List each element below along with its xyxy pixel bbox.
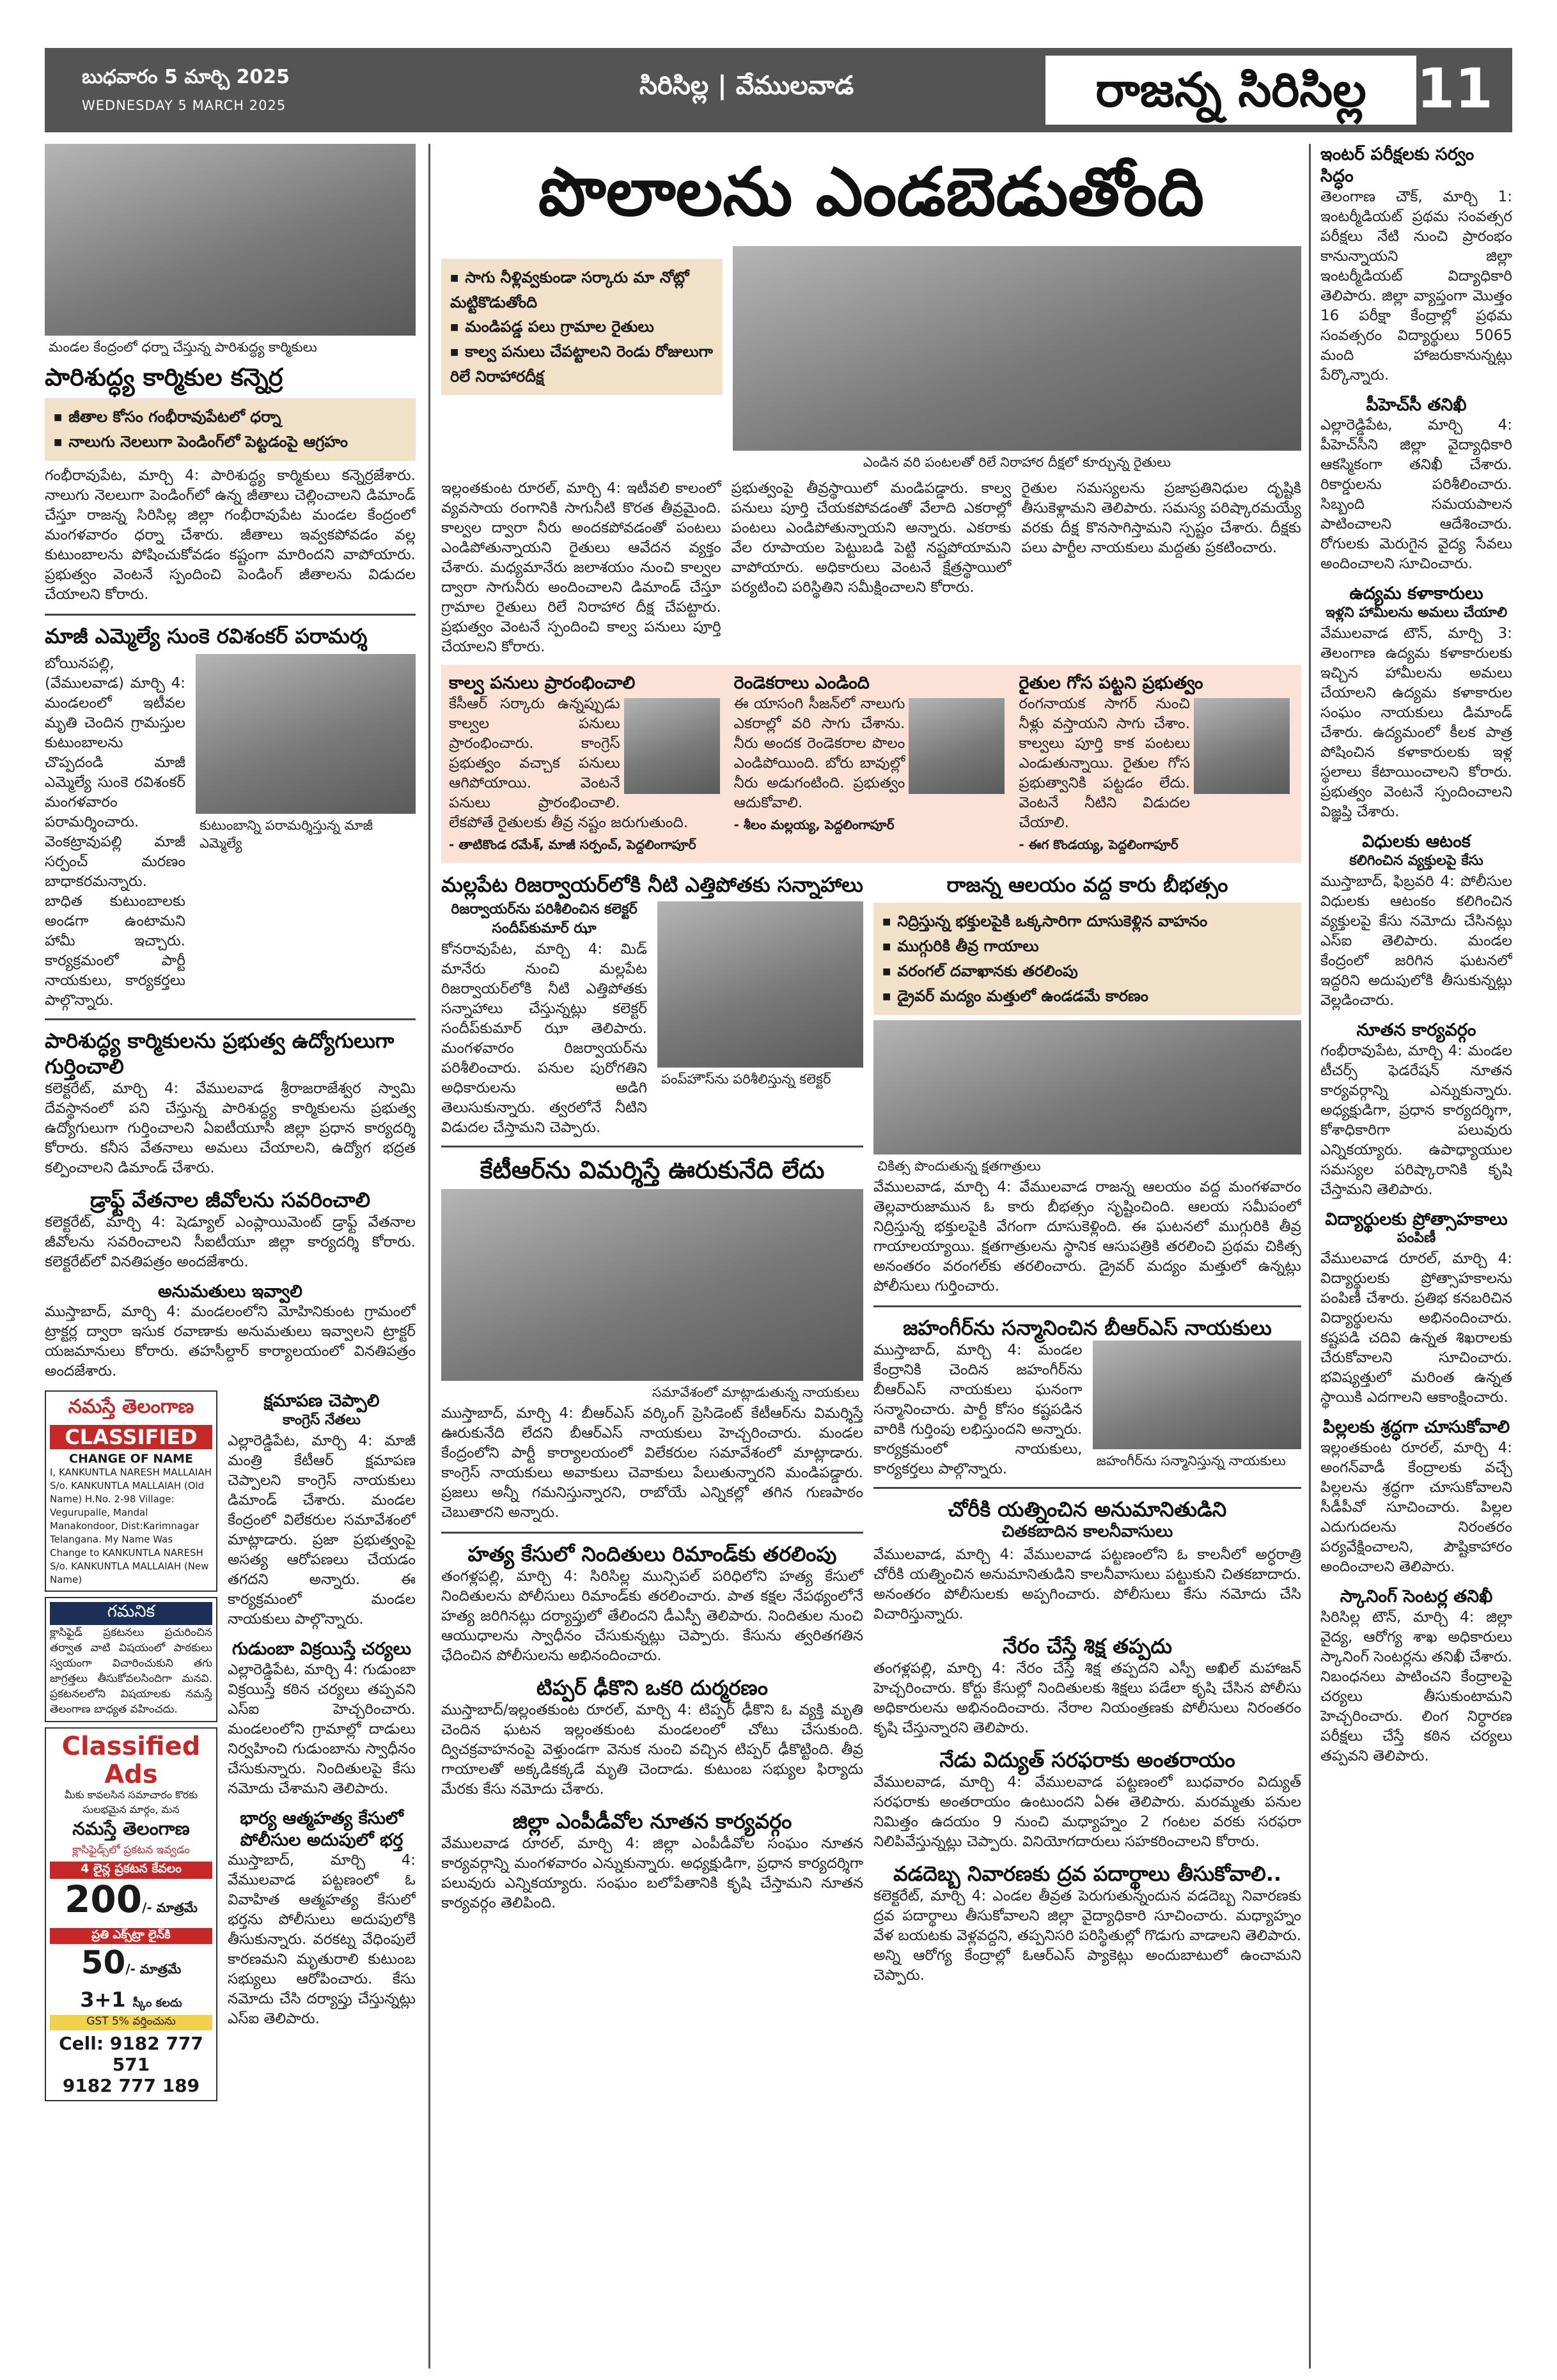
divider <box>441 1532 863 1534</box>
lead-body: రైతుల సమస్యలను ప్రజాప్రతినిధుల దృష్టికి తీసుకెళ్లామని తెలిపారు. సమస్య పరిష్కారమయ్యే వరకు దీక్ష కొనసాగిస్తామని స్పష్టం చేశారు. దీక్షకు పలు పార్టీల నాయకులు మద్దతు ప్రకటించారు. <box>1021 480 1301 556</box>
lead-photo <box>733 246 1301 451</box>
right-column <box>1320 144 1512 2368</box>
masthead <box>45 48 1512 132</box>
story-body: తంగళ్లపల్లి, మార్చి 4: నేరం చేస్తే శిక్ష తప్పదని ఎస్పీ అఖిల్ మహాజన్ హెచ్చరించారు. కోర్టు కేసుల్లో నిందితులకు శిక్షలు పడేలా కృషి చేసిన పోలీసు అధికారులను అభినందించారు. నేరాల నియంత్రణకు పోలీసులు నిరంతరం కృషి చేస్తున్నారని తెలిపారు. <box>873 1660 1301 1736</box>
photo-caption: ఎండిన వరి పంటలతో రిలే నిరాహార దీక్షలో కూర్చున్న రైతులు <box>733 451 1301 474</box>
divider <box>873 1305 1301 1307</box>
story-subhead: చితకబాదిన కాలనీవాసులు <box>1001 1521 1173 1541</box>
story-headline: మల్లపేట రిజర్వాయర్‌లోకి నీటి ఎత్తిపోతకు సన్నాహాలు <box>441 872 863 897</box>
story-body: ముస్తాబాద్, మార్చి 4: మండల కేంద్రానికి చెందిన జహంగీర్‌ను బీఆర్ఎస్ నాయకులు ఘనంగా సన్మానించారు. పార్టీ కోసం కష్టపడిన వారికి గుర్తింపు లభిస్తుందని అన్నారు. కార్యక్రమంలో నాయకులు, కార్యకర్తలు పాల్గొన్నారు. <box>873 1341 1083 1477</box>
story-bullets <box>45 398 416 461</box>
story-body: తంగళ్లపల్లి, మార్చి 4: సిరిసిల్ల మున్సిపల్ పరిధిలోని హత్య కేసులో నిందితులను పోలీసులు రిమాండ్‌కు తరలించారు. పాత కక్షల నేపథ్యంలోనే హత్య జరిగినట్లు దర్యాప్తులో తేలిందని డీఎస్పీ తెలిపారు. నిందితుల నుంచి ఆయుధాలను స్వాధీనం చేసుకున్నట్లు చెప్పారు. కేసును త్వరితగతిన ఛేదించిన పోలీసులను అభినందించారు. <box>441 1568 863 1665</box>
phone-1: 9182 777 571 <box>109 2033 203 2076</box>
story-subhead: కలిగించిన వ్యక్తులపై కేసు <box>1349 852 1483 869</box>
story-body: కోనరావుపేట, మార్చి 4: మిడ్ మానేరు నుంచి మల్లపేట రిజర్వాయర్‌లోకి నీటి ఎత్తిపోతకు సన్నాహాలు చేస్తున్నట్లు కలెక్టర్ సందీప్‌కుమార్ ఝా తెలిపారు. మంగళవారం రిజర్వాయర్‌ను పరిశీలించారు. పనుల పురోగతిని అధికారులను అడిగి తెలుసుకున్నారు. త్వరలోనే నీటిని విడుదల చేస్తామని చెప్పారు. <box>441 940 647 1136</box>
date-english: WEDNESDAY 5 MARCH 2025 <box>82 98 286 113</box>
protest-photo <box>45 144 416 336</box>
story-body: వేములవాడ, మార్చి 4: వేములవాడ పట్టణంలోని ఓ కాలనీలో అర్ధరాత్రి చోరీకి యత్నించిన అనుమానితుడిని కాలనీవాసులు పట్టుకుని చితకబాదారు. అనంతరం పోలీసులకు అప్పగించారు. పోలీసులు కేసు నమోదు చేసి విచారిస్తున్నారు. <box>873 1546 1301 1622</box>
farmer-photo <box>624 698 720 794</box>
photo-caption: పంప్‌హౌస్‌ను పరిశీలిస్తున్న కలెక్టర్ <box>657 1068 863 1091</box>
scheme-label: స్కీం కలదు <box>132 1996 182 2011</box>
lead-headline: పొలాలను ఎండబెడుతోంది <box>538 153 1205 231</box>
cell-label: Cell: <box>59 2033 104 2055</box>
story-headline: అనుమతులు ఇవ్వాలి <box>158 1281 302 1302</box>
story-body: తెలంగాణ చౌక్, మార్చి 1: ఇంటర్మీడియట్ ప్రథమ సంవత్సర పరీక్షలు నేటి నుంచి ప్రారంభం కానున్నాయని జిల్లా ఇంటర్మీడియట్ విద్యాధికారి తెలిపారు. జిల్లా వ్యాప్తంగా మొత్తం 16 పరీక్షా కేంద్రాల్లో ప్రథమ సంవత్సరం విద్యార్థులు 5065 మంది హాజరుకానున్నట్లు పేర్కొన్నారు. <box>1320 188 1512 384</box>
news-photo <box>441 1189 863 1381</box>
quote-title: రైతుల గోస పట్టని ప్రభుత్వం <box>1019 673 1203 693</box>
story-headline: నూతన కార్యవర్గం <box>1356 1020 1476 1040</box>
story-body: ఇల్లంతకుంట రూరల్, మార్చి 4: అంగన్‌వాడీ కేంద్రాలకు వచ్చే పిల్లలను శ్రద్ధగా చూసుకోవాలని సీడీపీవో సూచించారు. పిల్లల ఎదుగుదలను నిరంతరం పర్యవేక్షించాలని, పౌష్టికాహారం అందించాలని తెలిపారు. <box>1320 1440 1512 1575</box>
promo-subtitle: మీకు కావలసిన సమాచారం కొరకు సులభమైన మార్గం, మన <box>64 1789 198 1816</box>
lead-body: ఇల్లంతకుంట రూరల్, మార్చి 4: ఇటీవలి కాలంలో వ్యవసాయ రంగానికి సాగునీటి కొరత తీవ్రమైంది. కాల్వల ద్వారా నీరు అందకపోవడంతో పంటలు ఎండిపోతున్నాయని రైతులు ఆవేదన వ్యక్తం చేశారు. మధ్యమానేరు జలాశయం నుంచి కాల్వల ద్వారా సాగునీరు అందించాలని డిమాండ్ చేస్తూ గ్రామాల రైతులు రిలే నిరాహార దీక్ష చేపట్టారు. ప్రభుత్వం వెంటనే స్పందించి కాల్వ పనులు పూర్తి చేయాలని కోరారు. <box>441 480 721 655</box>
story-headline: పిల్లలకు శ్రద్ధగా చూసుకోవాలి <box>1322 1417 1510 1438</box>
news-photo <box>1093 1341 1302 1449</box>
bullet-item: ■ జీతాల కోసం గంభీరావుపేటలో ధర్నా <box>54 405 407 430</box>
story-headline: కేటీఆర్‌ను విమర్శిస్తే ఊరుకునేది లేదు <box>480 1155 825 1184</box>
quote-name: - తాటికొండ రమేశ్, మాజీ సర్పంచ్, పెద్దలింగాపూర్ <box>449 836 696 852</box>
middle-section <box>441 144 1301 2368</box>
bullet-item: ■ సాగు నీళ్లివ్వకుండా సర్కారు మా నోట్లో మట్టికొడుతోంది <box>450 265 714 315</box>
quote-body: ఈ యాసంగి సీజన్‌లో నాలుగు ఎకరాల్లో వరి సాగు చేశాను. నీరు అందక రెండెకరాల పొలం ఎండిపోయింది. బోరు బావుల్లో నీరు అడుగంటింది. ప్రభుత్వం ఆదుకోవాలి. <box>733 695 905 811</box>
column-divider <box>428 144 430 2368</box>
lines-offer: 4 లైన్ల ప్రకటన కేవలం <box>50 1862 212 1879</box>
news-photo <box>657 901 863 1068</box>
bullet-item: ■ డ్రైవర్ మద్యం మత్తులో ఉండడమే కారణం <box>882 984 1292 1009</box>
bullet-item: ■ నాలుగు నెలలుగా పెండింగ్‌లో పెట్టడంపై ఆగ్రహం <box>54 430 407 455</box>
notice-box <box>45 1597 217 1722</box>
farmer-photo <box>909 698 1005 794</box>
bullet-item: ■ ముగ్గురికి తీవ్ర గాయాలు <box>882 934 1292 959</box>
story-headline: క్షమాపణ చెప్పాలి <box>263 1391 380 1412</box>
change-of-name-title: CHANGE OF NAME <box>69 1452 193 1466</box>
story-headline: భార్య ఆత్మహత్య కేసులో పోలీసుల అదుపులో భర్త <box>240 1808 403 1850</box>
story-body: వేములవాడ, మార్చి 4: వేములవాడ పట్టణంలో బుధవారం విద్యుత్ సరఫరాకు అంతరాయం ఉంటుందని ఏఈ తెలిపారు. మరమ్మతు పనుల నిమిత్తం ఉదయం 9 నుంచి మధ్యాహ్నం 2 గంటల వరకు సరఫరా నిలిపివేస్తున్నట్లు చెప్పారు. వినియోగదారులు సహకరించాలని కోరారు. <box>873 1773 1301 1850</box>
story-headline: హత్య కేసులో నిందితులు రిమాండ్‌కు తరలింపు <box>467 1542 837 1567</box>
quote-title: కాల్వ పనులు ప్రారంభించాలి <box>449 673 636 693</box>
classified-promo <box>45 1727 217 2101</box>
story-headline: డ్రాఫ్ట్ వేతనాల జీవోలను సవరించాలి <box>90 1187 371 1212</box>
story-body: వేములవాడ రూరల్, మార్చి 4: జిల్లా ఎంపీడీవోల సంఘం నూతన కార్యవర్గాన్ని మంగళవారం ఎన్నుకున్నారు. అధ్యక్షుడిగా, ప్రధాన కార్యదర్శిగా పలువురు ఎన్నికయ్యారు. సంఘం బలోపేతానికి కృషి చేస్తామని నూతన కార్యవర్గం తెలిపింది. <box>441 1835 863 1912</box>
notice-title: గమనిక <box>50 1602 212 1625</box>
story-bullets <box>873 903 1301 1015</box>
story-headline: నేడు విద్యుత్ సరఫరాకు అంతరాయం <box>939 1747 1235 1772</box>
story-subhead: ఇళ్లని హామీలను అమలు చేయాలి <box>1325 605 1508 621</box>
farmer-quotes <box>441 665 1301 863</box>
extra-line-offer: ప్రతి ఎక్స్‌ట్రా లైన్‌కి <box>50 1928 212 1944</box>
story-headline: టిప్పర్ ఢీకొని ఒకరి దుర్మరణం <box>536 1676 768 1700</box>
photo-caption: చికిత్స పొందుతున్న క్షతగాత్రులు <box>873 1155 1301 1178</box>
price-main-unit: /- మాత్రమే <box>142 1900 198 1916</box>
story-body: కలెక్టరేట్, మార్చి 4: ఎండల తీవ్రత పెరుగుతున్నందున వడదెబ్బ నివారణకు ద్రవ పదార్థాలు తీసుకోవాలని జిల్లా వైద్యాధికారి సూచించారు. మధ్యాహ్నం వేళ బయటకు వెళ్లవద్దని, తప్పనిసరి పరిస్థితుల్లో గొడుగు వాడాలని తెలిపారు. అన్ని ఆరోగ్య కేంద్రాల్లో ఓఆర్ఎస్ ప్యాకెట్లు అందుబాటులో ఉంచామని చెప్పారు. <box>873 1887 1301 1984</box>
photo-caption: కుటుంబాన్ని పరామర్శిస్తున్న మాజీ ఎమ్మెల్యే <box>196 814 416 855</box>
story-headline: జిల్లా ఎంపీడీవోల నూతన కార్యవర్గం <box>512 1809 792 1834</box>
promo-subtitle-2: క్లాసిఫైడ్స్‌లో ప్రకటన ఇవ్వడం <box>72 1844 190 1857</box>
story-headline: పారిశుద్ధ్య కార్మికులను ప్రభుత్వ ఉద్యోగులుగా గుర్తించాలి <box>45 1028 395 1078</box>
divider <box>441 1146 863 1147</box>
story-body: బోయినపల్లి, (వేములవాడ) మార్చి 4: మండలంలో ఇటీవల మృతి చెందిన గ్రామస్తుల కుటుంబాలను చొప్పదండి మాజీ ఎమ్మెల్యే సుంకె రవిశంకర్ మంగళవారం పరామర్శించారు. వెంకట్రావుపల్లి మాజీ సర్పంచ్ మరణం బాధాకరమన్నారు. బాధిత కుటుంబాలకు అండగా ఉంటామని హామీ ఇచ్చారు. కార్యక్రమంలో పార్టీ నాయకులు, కార్యకర్తలు పాల్గొన్నారు. <box>45 655 185 1009</box>
edition-name: రాజన్న సిరిసిల్ల <box>1045 56 1416 125</box>
story-body: ముస్తాబాద్, మార్చి 4: వేములవాడ పట్టణంలో ఓ వివాహిత ఆత్మహత్య కేసులో భర్తను పోలీసులు అదుపులోకి తీసుకున్నారు. వరకట్న వేధింపులే కారణమని మృతురాలి కుటుంబ సభ్యులు ఆరోపించారు. కేసు నమోదు చేసి దర్యాప్తు చేస్తున్నట్లు ఎస్ఐ తెలిపారు. <box>228 1852 416 2028</box>
story-headline: రాజన్న ఆలయం వద్ద కారు బీభత్సం <box>946 872 1228 897</box>
classified-banner: CLASSIFIED <box>50 1425 212 1449</box>
photo-caption: సమావేశంలో మాట్లాడుతున్న నాయకులు <box>441 1381 863 1404</box>
quote-body: కేసీఆర్ సర్కారు ఉన్నప్పుడు కాల్వల పనులు ప్రారంభించారు. కాంగ్రెస్ ప్రభుత్వం వచ్చాక పనులు ఆగిపోయాయి. వెంటనే పనులు ప్రారంభించాలి. లేకపోతే రైతులకు తీవ్ర నష్టం జరుగుతుంది. <box>449 695 689 831</box>
edition-location: సిరిసిల్ల | వేములవాడ <box>639 71 854 100</box>
page-number: 11 <box>1416 57 1493 121</box>
quote-name: - ఈగ కొండయ్య, పెద్దలింగాపూర్ <box>1019 836 1178 852</box>
scheme-offer: 3+1 <box>80 1987 126 2012</box>
quote-title: రెండెకరాలు ఎండింది <box>733 673 870 693</box>
left-column <box>45 144 416 2368</box>
story-body: ముస్తాబాద్, మార్చి 4: బీఆర్ఎస్ వర్కింగ్ ప్రెసిడెంట్ కేటీఆర్‌ను విమర్శిస్తే ఊరుకునేది లేదని బీఆర్ఎస్ నాయకులు హెచ్చరించారు. మండల కేంద్రంలోని పార్టీ కార్యాలయంలో విలేకరుల సమావేశంలో మాట్లాడారు. కాంగ్రెస్ నాయకులు అవాకులు చెవాకులు పేలుతున్నారని మండిపడ్డారు. ప్రజలు అన్నీ గమనిస్తున్నారని, రాబోయే ఎన్నికల్లో తగిన గుణపాఠం చెబుతారని అన్నారు. <box>441 1405 863 1521</box>
story-body: కలెక్టరేట్, మార్చి 4: షెడ్యూల్ ఎంప్లాయిమెంట్ డ్రాఫ్ట్ వేతనాల జీవోలను సవరించాలని సీఐటీయూ జిల్లా కార్యదర్శి కోరారు. కలెక్టరేట్‌లో వినతిపత్రం అందజేశారు. <box>45 1213 416 1270</box>
story-headline: నేరం చేస్తే శిక్ష తప్పదు <box>1002 1633 1173 1658</box>
story-headline: పీహెచ్‌సీ తనిఖీ <box>1366 394 1467 415</box>
story-body: ఎల్లారెడ్డిపేట, మార్చి 4: పీహెచ్‌సీని జిల్లా వైద్యాధికారి ఆకస్మికంగా తనిఖీ చేశారు. రికార్డులను పరిశీలించారు. సిబ్బంది సమయపాలన పాటించాలని ఆదేశించారు. రోగులకు మెరుగైన వైద్య సేవలు అందించాలని సూచించారు. <box>1320 417 1512 573</box>
story-body: వేములవాడ, మార్చి 4: వేములవాడ రాజన్న ఆలయం వద్ద మంగళవారం తెల్లవారుజామున ఓ కారు బీభత్సం సృష్టించింది. ఆలయ సమీపంలో నిద్రిస్తున్న భక్తులపైకి వేగంగా దూసుకెళ్లింది. ఈ ఘటనలో ముగ్గురికి తీవ్ర గాయాలయ్యాయి. క్షతగాత్రులను స్థానిక ఆసుపత్రికి తరలించి ప్రథమ చికిత్స అనంతరం వరంగల్‌కు తరలించారు. డ్రైవర్ మద్యం మత్తులో ఉన్నట్లు పోలీసులు గుర్తించారు. <box>873 1178 1301 1295</box>
story-headline: చోరీకి యత్నించిన అనుమానితుడిని <box>948 1497 1227 1521</box>
price-main: 200 <box>65 1878 143 1922</box>
quote-name: - శీలం మల్లయ్య, పెద్దలింగాపూర్ <box>733 816 895 832</box>
photo-caption: జహంగీర్‌ను సన్మానిస్తున్న నాయకులు <box>1093 1449 1302 1472</box>
farmer-photo <box>1194 698 1290 794</box>
divider <box>45 1018 416 1020</box>
column-divider <box>1309 144 1311 2368</box>
story-body: ముస్తాబాద్, మార్చి 4: మండలంలోని మోహినికుంట గ్రామంలో ట్రాక్టర్ల ద్వారా ఇసుక రవాణాకు అనుమతులు ఇవ్వాలని ట్రాక్టర్ యజమానులు కోరారు. తహసీల్దార్ కార్యాలయంలో వినతిపత్రం అందజేశారు. <box>45 1303 416 1380</box>
gst-note: GST 5% వర్తించును <box>50 2015 212 2030</box>
change-of-name-body: I, KANKUNTLA NARESH MALLAIAH S/o. KANKUNTLA MALLAIAH (Old Name) H.No. 2-98 Village: Vegurupalle, Mandal Manakondoor, Dist:Karimnagar Telangana. My Name Was Change to KANKUNTLA NARESH S/o. KANKUNTLA MALLAIAH (New Name) <box>50 1466 212 1586</box>
news-photo <box>873 1020 1301 1155</box>
quote-body: రంగనాయక సాగర్ నుంచి నీళ్లు వస్తాయని సాగు చేశాం. కాల్వలు పూర్తి కాక పంటలు ఎండుతున్నాయి. రైతుల గోస ప్రభుత్వానికి పట్టడం లేదు. వెంటనే నీటిని విడుదల చేయాలి. <box>1019 695 1191 831</box>
promo-brand: నమస్తే తెలంగాణ <box>72 1818 190 1840</box>
bullet-item: ■ మండిపడ్డ పలు గ్రామాల రైతులు <box>450 315 714 339</box>
newspaper-brand: నమస్తే తెలంగాణ <box>68 1396 194 1419</box>
story-headline: విధులకు ఆటంక <box>1362 832 1471 852</box>
story-headline: విద్యార్థులకు ప్రోత్సాహకాలు <box>1325 1209 1508 1229</box>
story-subhead: రిజర్వాయర్‌ను పరిశీలించిన కలెక్టర్ సందీప్‌కుమార్ ఝా <box>451 901 638 937</box>
story-subhead: పంపిణీ <box>1397 1230 1436 1247</box>
promo-title: Classified <box>61 1732 201 1762</box>
notice-body: క్లాసిఫైడ్ ప్రకటనలు ప్రచురించిన తర్వాత వాటి విషయంలో పాఠకులు స్వయంగా విచారించుకుని తగు జాగ్రత్తలు తీసుకోవలసిందిగా మనవి. ప్రకటనలలోని విషయాలకు నమస్తే తెలంగాణ బాధ్యత వహించదు. <box>50 1626 212 1716</box>
story-headline: పారిశుద్ధ్య కార్మికుల కన్నెర్ర <box>45 363 283 391</box>
story-body: ఎల్లారెడ్డిపేట, మార్చి 4: మాజీ మంత్రి కేటీఆర్ క్షమాపణ చెప్పాలని కాంగ్రెస్ నాయకులు డిమాండ్ చేశారు. మండల కేంద్రంలో విలేకరుల సమావేశంలో మాట్లాడారు. ప్రజా ప్రభుత్వంపై అసత్య ఆరోపణలు చేయడం తగదని అన్నారు. ఈ కార్యక్రమంలో మండల నాయకులు పాల్గొన్నారు. <box>228 1433 416 1628</box>
story-body: ముస్తాబాద్/ఇల్లంతకుంట రూరల్, మార్చి 4: టిప్పర్ ఢీకొని ఓ వ్యక్తి మృతి చెందిన ఘటన ఇల్లంతకుంట మండలంలో చోటు చేసుకుంది. ద్విచక్రవాహనంపై వెళ్తుండగా వెనుక నుంచి వచ్చిన టిప్పర్ ఢీకొట్టింది. తీవ్ర గాయాలతో అక్కడికక్కడే మృతి చెందాడు. కుటుంబ సభ్యుల ఫిర్యాదు మేరకు కేసు నమోదు చేశారు. <box>441 1702 863 1798</box>
divider <box>45 614 416 616</box>
date-telugu: బుధవారం 5 మార్చి 2025 <box>82 66 290 88</box>
phone-2: 9182 777 189 <box>62 2075 200 2097</box>
story-body: కలెక్టరేట్, మార్చి 4: వేములవాడ శ్రీరాజరాజేశ్వర స్వామి దేవస్థానంలో పని చేస్తున్న పారిశుద్ధ్య కార్మికులను ప్రభుత్వ ఉద్యోగులుగా గుర్తించాలని ఏఐటీయూసీ జిల్లా ప్రధాన కార్యదర్శి కోరారు. కనీస వేతనాలు అమలు చేయాలని, ఉద్యోగ భద్రత కల్పించాలని డిమాండ్ చేశారు. <box>45 1080 416 1176</box>
story-headline: స్కానింగ్ సెంటర్ల తనిఖీ <box>1340 1587 1493 1606</box>
story-body: వేములవాడ టౌన్, మార్చి 3: తెలంగాణ ఉద్యమ కళాకారులకు ఇచ్చిన హామీలను అమలు చేయాలని ఉద్యమ కళాకారుల సంఘం నాయకులు డిమాండ్ చేశారు. ఉద్యమంలో కీలక పాత్ర పోషించిన కళాకారులకు ఇళ్ల స్థలాలు కేటాయించాలని కోరారు. ప్రభుత్వం వెంటనే స్పందించాలని విజ్ఞప్తి చేశారు. <box>1320 625 1512 820</box>
lead-bullets <box>441 259 723 395</box>
price-extra: 50 <box>81 1944 126 1982</box>
story-headline: ఇంటర్ పరీక్షలకు సర్వం సిద్ధం <box>1320 144 1475 186</box>
photo-caption: మండల కేంద్రంలో ధర్నా చేస్తున్న పారిశుద్ధ్య కార్మికులు <box>45 336 416 359</box>
price-extra-unit: /- మాత్రమే <box>125 1961 182 1977</box>
story-headline: ఉద్యమ కళాకారులు <box>1349 584 1483 604</box>
divider <box>873 1487 1301 1489</box>
story-body: వేములవాడ రూరల్, మార్చి 4: విద్యార్థులకు ప్రోత్సాహకాలను పంపిణీ చేశారు. ప్రతిభ కనబరిచిన విద్యార్థులను అభినందించారు. కష్టపడి చదివి ఉన్నత శిఖరాలకు చేరుకోవాలని సూచించారు. భవిష్యత్తులో మరింత ఉన్నత స్థాయికి ఎదగాలని ఆకాంక్షించారు. <box>1320 1250 1512 1406</box>
lead-body: ప్రభుత్వంపై తీవ్రస్థాయిలో మండిపడ్డారు. కాల్వ పనులు పూర్తి చేయకపోవడంతో వేలాది ఎకరాల్లో పంటలు ఎండిపోతున్నాయని అన్నారు. ఎకరాకు వేల రూపాయల పెట్టుబడి పెట్టి నష్టపోయామని వాపోయారు. అధికారులు వెంటనే క్షేత్రస్థాయిలో పర్యటించి పరిస్థితిని సమీక్షించాలని కోరారు. <box>731 480 1012 596</box>
story-body: గంభీరావుపేట, మార్చి 4: పారిశుద్ధ్య కార్మికులు కన్నెర్రజేశారు. నాలుగు నెలలుగా పెండింగ్‌లో ఉన్న జీతాలు చెల్లించాలని డిమాండ్ చేస్తూ రాజన్న సిరిసిల్ల జిల్లా గంభీరావుపేట మండల కేంద్రంలో మంగళవారం ధర్నా చేశారు. జీతాలు ఇవ్వకపోవడం వల్ల కుటుంబాలను పోషించుకోవడం కష్టంగా మారిందని వాపోయారు. ప్రభుత్వం వెంటనే స్పందించి పెండింగ్ జీతాలను విడుదల చేయాలని కోరారు. <box>45 467 416 603</box>
promo-title-2: Ads <box>104 1760 158 1790</box>
story-headline: జహంగీర్‌ను సన్మానించిన బీఆర్ఎస్ నాయకులు <box>903 1315 1272 1340</box>
story-body: ముస్తాబాద్, ఫిబ్రవరి 4: పోలీసుల విధులకు ఆటంకం కలిగించిన వ్యక్తులపై కేసు నమోదు చేసినట్లు ఎస్ఐ తెలిపారు. మండల కేంద్రంలో జరిగిన ఘటనలో ఇద్దరిని అదుపులోకి తీసుకున్నట్లు వెల్లడించారు. <box>1320 873 1512 1009</box>
story-headline: వడదెబ్బ నివారణకు ద్రవ పదార్థాలు తీసుకోవాలి.. <box>893 1861 1282 1886</box>
story-body: గంభీరావుపేట, మార్చి 4: మండల టీచర్స్ ఫెడరేషన్ నూతన కార్యవర్గాన్ని ఎన్నుకున్నారు. అధ్యక్షుడిగా, ప్రధాన కార్యదర్శిగా, కోశాధికారిగా పలువురు ఎన్నికయ్యారు. ఉపాధ్యాయుల సమస్యల పరిష్కారానికి కృషి చేస్తామని తెలిపారు. <box>1320 1042 1512 1198</box>
bullet-item: ■ వరంగల్ దవాఖానకు తరలింపు <box>882 959 1292 984</box>
ads-column <box>45 1390 217 2101</box>
news-photo <box>196 654 416 814</box>
classified-ad-box <box>45 1390 217 1592</box>
bullet-item: ■ నిద్రిస్తున్న భక్తులపైకి ఒక్కసారిగా దూసుకెళ్లిన వాహనం <box>882 909 1292 934</box>
story-subhead: కాంగ్రెస్ నేతలు <box>283 1412 361 1428</box>
bullet-item: ■ కాల్వ పనులు చేపట్టాలని రెండు రోజులుగా రిలే నిరాహారదీక్ష <box>450 339 714 389</box>
story-headline: మాజీ ఎమ్మెల్యే సుంకె రవిశంకర్ పరామర్శ <box>45 623 368 648</box>
story-body: సిరిసిల్ల టౌన్, మార్చి 4: జిల్లా వైద్య, ఆరోగ్య శాఖ అధికారులు స్కానింగ్ సెంటర్లను తనిఖీ చేశారు. నిబంధనలు పాటించని కేంద్రాలపై చర్యలు తీసుకుంటామని హెచ్చరించారు. లింగ నిర్ధారణ పరీక్షలు చేస్తే కఠిన చర్యలు తప్పవని తెలిపారు. <box>1320 1608 1512 1764</box>
story-body: ఎల్లారెడ్డిపేట, మార్చి 4: గుడుంబా విక్రయిస్తే కఠిన చర్యలు తప్పవని ఎస్ఐ హెచ్చరించారు. మండలంలోని గ్రామాల్లో దాడులు నిర్వహించి గుడుంబాను స్వాధీనం చేసుకున్నారు. నిందితులపై కేసు నమోదు చేశామని తెలిపారు. <box>228 1661 416 1797</box>
story-headline: గుడుంబా విక్రయిస్తే చర్యలు <box>231 1639 412 1659</box>
